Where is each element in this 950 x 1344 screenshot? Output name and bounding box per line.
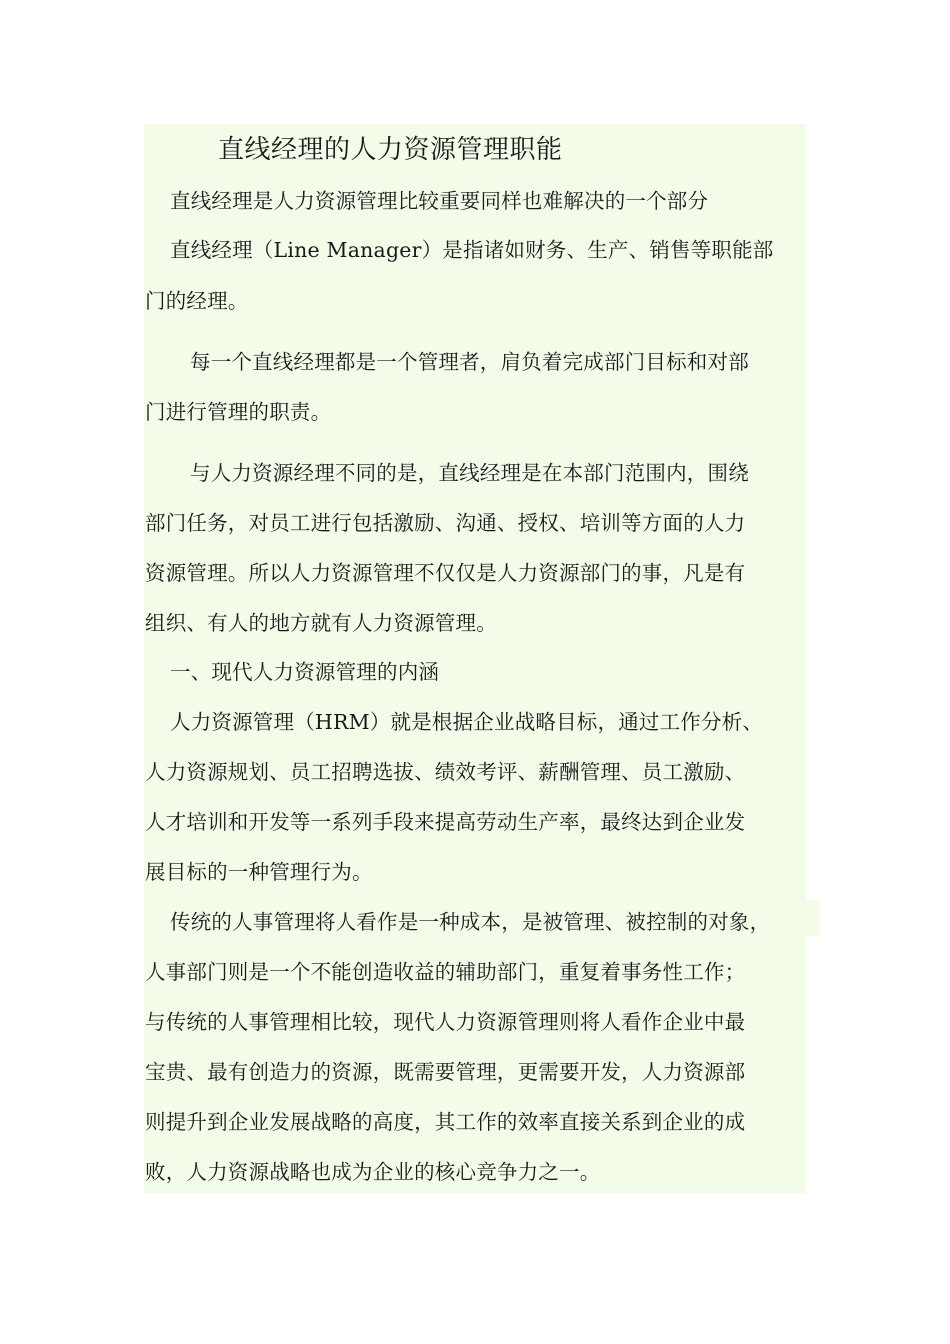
- highlight-overflow: [806, 900, 820, 936]
- document-title: 直线经理的人力资源管理职能: [218, 135, 563, 165]
- paragraph-line: 人力资源规划、员工招聘选拔、绩效考评、薪酬管理、员工激励、: [145, 760, 746, 784]
- paragraph-line: 人事部门则是一个不能创造收益的辅助部门，重复着事务性工作；: [145, 960, 746, 984]
- paragraph-line: 展目标的一种管理行为。: [145, 860, 373, 884]
- paragraph-line: 传统的人事管理将人看作是一种成本，是被管理、被控制的对象，: [170, 910, 771, 934]
- paragraph-line: 门的经理。: [145, 289, 249, 313]
- paragraph-line: 部门任务，对员工进行包括激励、沟通、授权、培训等方面的人力: [145, 511, 746, 535]
- paragraph-line: 组织、有人的地方就有人力资源管理。: [145, 611, 497, 635]
- paragraph-line: 与人力资源经理不同的是，直线经理是在本部门范围内，围绕: [190, 461, 749, 485]
- paragraph-line: 宝贵、最有创造力的资源，既需要管理，更需要开发，人力资源部: [145, 1060, 746, 1084]
- section-heading: 一、现代人力资源管理的内涵: [170, 660, 440, 684]
- paragraph-line: 人力资源管理（HRM）就是根据企业战略目标，通过工作分析、: [170, 710, 764, 734]
- paragraph-line: 门进行管理的职责。: [145, 400, 332, 424]
- paragraph-line: 每一个直线经理都是一个管理者，肩负着完成部门目标和对部: [190, 350, 749, 374]
- paragraph-line: 直线经理是人力资源管理比较重要同样也难解决的一个部分: [170, 189, 709, 213]
- paragraph-line: 败，人力资源战略也成为企业的核心竞争力之一。: [145, 1160, 601, 1184]
- paragraph-line: 则提升到企业发展战略的高度，其工作的效率直接关系到企业的成: [145, 1110, 746, 1134]
- paragraph-line: 直线经理（Line Manager）是指诸如财务、生产、销售等职能部: [170, 238, 774, 262]
- paragraph-line: 人才培训和开发等一系列手段来提高劳动生产率，最终达到企业发: [145, 810, 746, 834]
- paragraph-line: 资源管理。所以人力资源管理不仅仅是人力资源部门的事，凡是有: [145, 561, 746, 585]
- paragraph-line: 与传统的人事管理相比较，现代人力资源管理则将人看作企业中最: [145, 1010, 746, 1034]
